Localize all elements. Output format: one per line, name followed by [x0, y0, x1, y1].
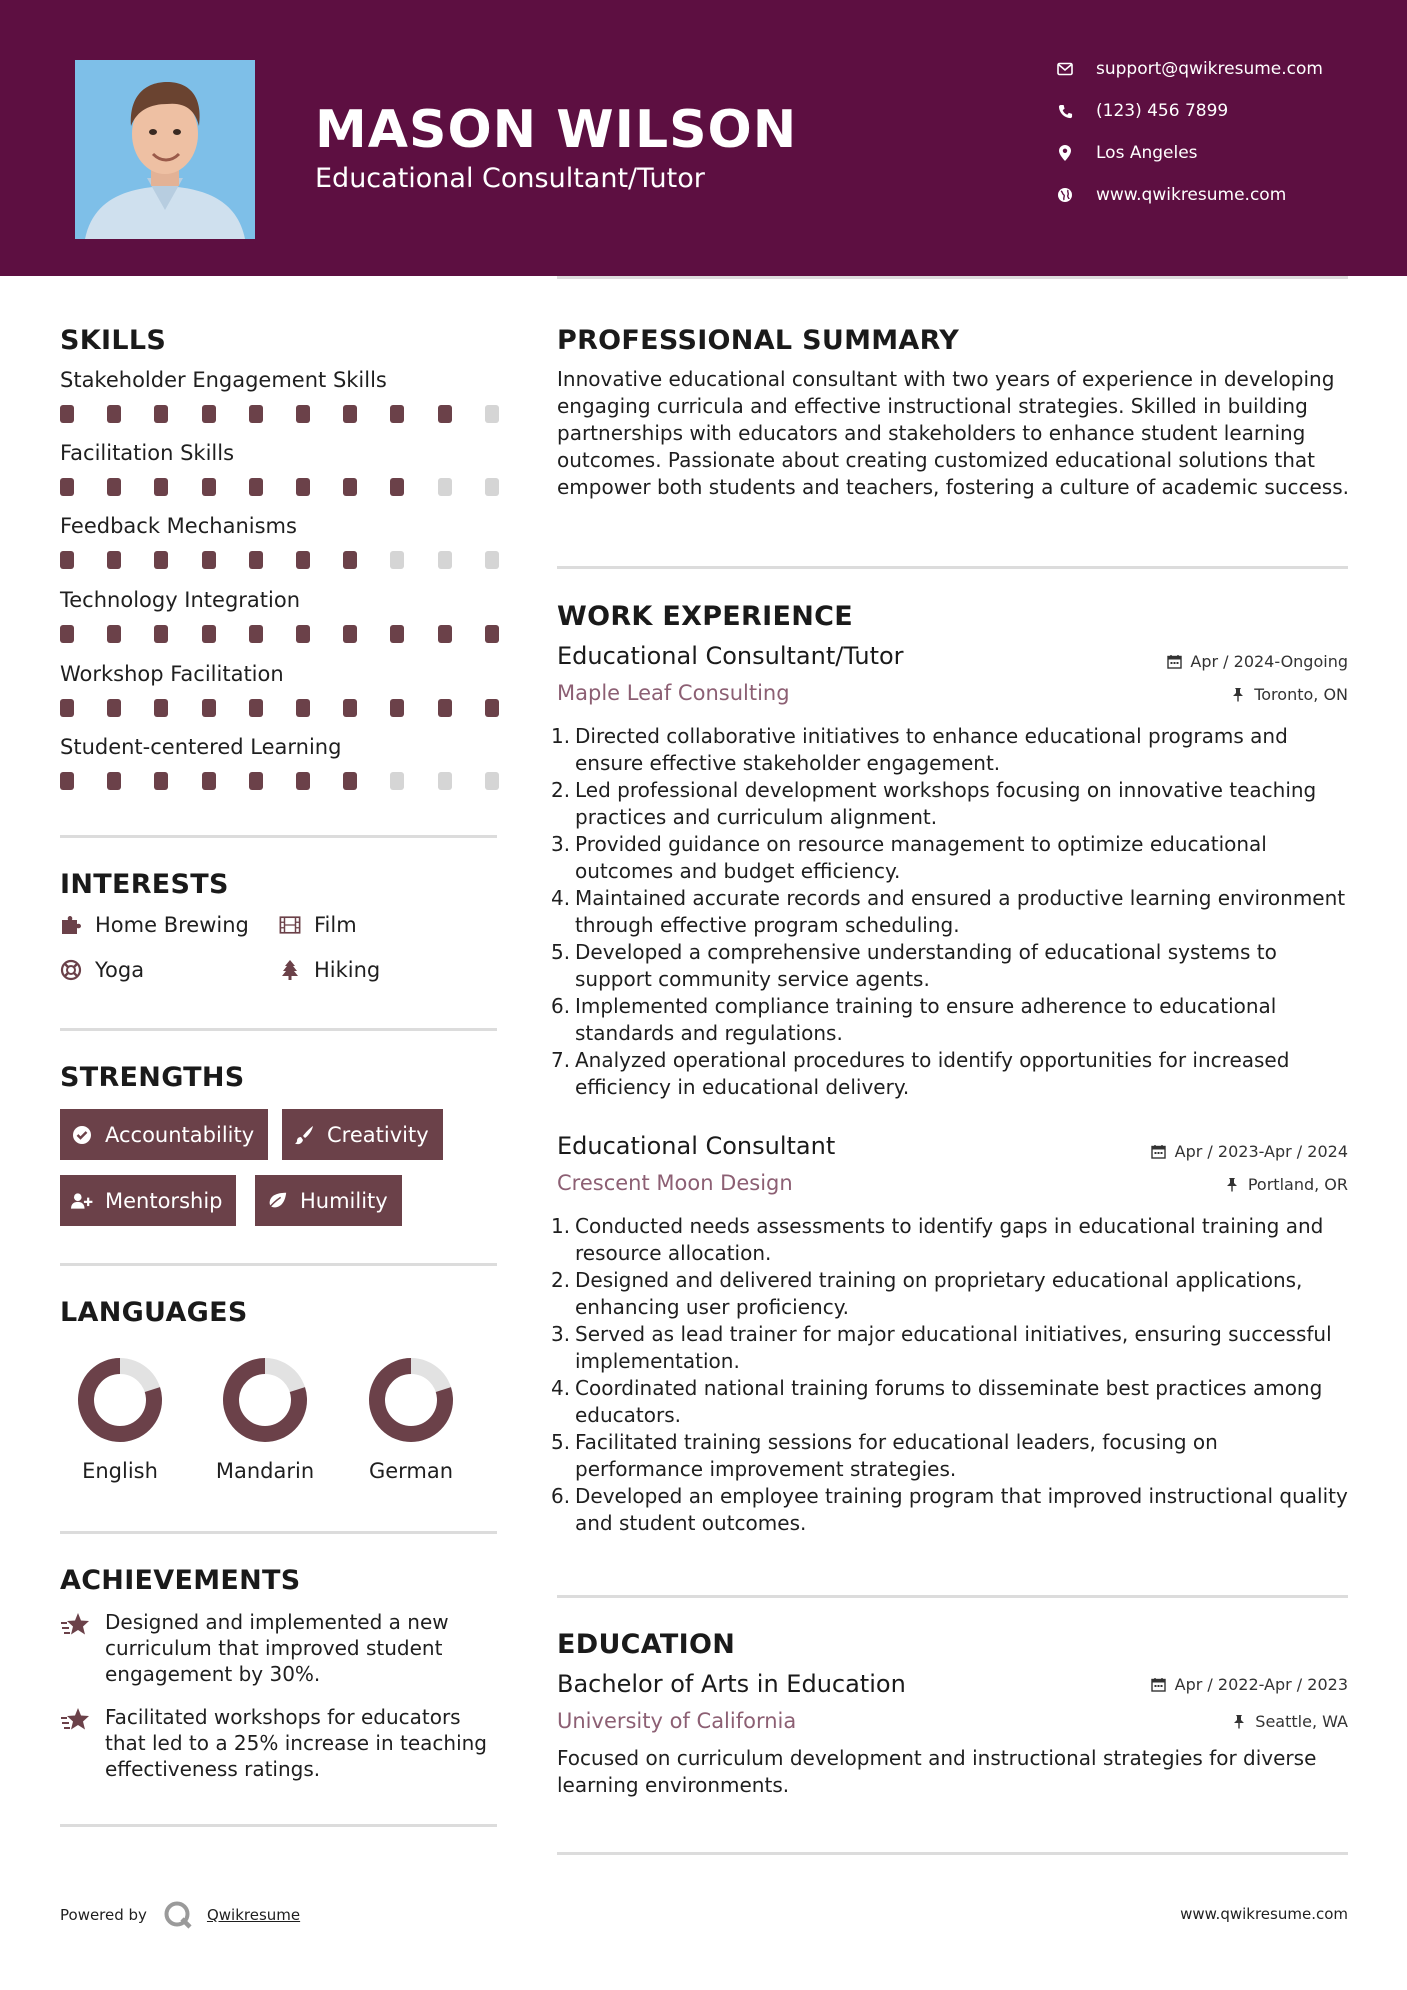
achievements-heading: ACHIEVEMENTS — [60, 1565, 301, 1596]
education-location — [1231, 1712, 1348, 1731]
contact-website-text: www.qwikresume.com — [1096, 185, 1287, 205]
degree-title: Bachelor of Arts in Education — [557, 1670, 906, 1698]
skill-name: Student-centered Learning — [60, 735, 342, 759]
interest-item — [60, 910, 249, 940]
skill-rating — [60, 772, 500, 790]
calendar-icon — [1166, 654, 1182, 670]
language-ring — [75, 1355, 165, 1445]
skill-dot-filled — [390, 405, 404, 423]
strength-label: Humility — [300, 1188, 388, 1213]
strength-label: Mentorship — [105, 1188, 223, 1213]
leaf-icon — [266, 1190, 288, 1212]
candidate-name: MASON WILSON — [315, 100, 798, 160]
skill-dot-filled — [154, 405, 168, 423]
header-divider — [557, 276, 1348, 279]
star-icon — [60, 1611, 92, 1639]
puzzle-icon — [60, 914, 82, 936]
section-divider — [557, 1595, 1348, 1598]
skill-dot-empty — [485, 772, 499, 790]
job-location-text: Portland, OR — [1247, 1175, 1348, 1194]
achievement-text: Facilitated workshops for educators that led to a 25% increase in teaching effectiveness ratings. — [105, 1705, 487, 1781]
calendar-icon — [1151, 1677, 1167, 1693]
footer-website[interactable]: www.qwikresume.com — [1180, 1905, 1348, 1923]
contact-location-text: Los Angeles — [1096, 143, 1198, 163]
skill-dot-filled — [202, 625, 216, 643]
skill-dot-filled — [438, 625, 452, 643]
section-divider — [557, 566, 1348, 569]
skill-dot-empty — [390, 551, 404, 569]
skill-dot-filled — [485, 625, 499, 643]
interest-item — [279, 955, 380, 985]
skill-dot-filled — [390, 625, 404, 643]
job-bullets — [551, 1213, 1352, 1537]
interest-item — [279, 910, 357, 940]
phone-icon — [1056, 102, 1074, 120]
skill-dot-filled — [296, 478, 310, 496]
job-bullet: 2. Designed and delivered training on proprietary educational applications, enhancing user proficiency. — [551, 1268, 1303, 1319]
skill-rating — [60, 699, 500, 717]
skill-dot-filled — [60, 478, 74, 496]
section-divider — [60, 835, 497, 838]
job-bullet: 7. Analyzed operational procedures to identify opportunities for increased efficiency in educational delivery. — [551, 1048, 1290, 1099]
contact-location — [1056, 138, 1386, 168]
strength-chip — [255, 1175, 402, 1226]
skill-dot-filled — [390, 478, 404, 496]
skill-dot-filled — [296, 405, 310, 423]
skill-dot-filled — [343, 772, 357, 790]
interest-label: Home Brewing — [95, 913, 249, 937]
powered-by-text: Powered by — [60, 1906, 147, 1924]
skill-dot-filled — [60, 405, 74, 423]
skill-dot-filled — [343, 699, 357, 717]
job-location-text: Toronto, ON — [1254, 685, 1348, 704]
skill-dot-filled — [202, 699, 216, 717]
section-divider — [60, 1028, 497, 1031]
job-bullet: 3. Provided guidance on resource management to optimize educational outcomes and budget efficiency. — [551, 832, 1267, 883]
skill-dot-empty — [485, 478, 499, 496]
language-item — [55, 1355, 185, 1483]
check-circle-icon — [71, 1124, 93, 1146]
job-bullets — [551, 723, 1352, 1101]
language-ring — [366, 1355, 456, 1445]
film-icon — [279, 914, 301, 936]
skill-rating — [60, 625, 500, 643]
skill-dot-empty — [438, 551, 452, 569]
language-item — [346, 1355, 476, 1483]
job-bullet: 3. Served as lead trainer for major educational initiatives, ensuring successful implementation. — [551, 1322, 1332, 1373]
job-bullet: 1. Conducted needs assessments to identify gaps in educational training and resource allocation. — [551, 1214, 1324, 1265]
skill-name: Stakeholder Engagement Skills — [60, 368, 387, 392]
star-icon — [60, 1706, 92, 1734]
skill-name: Facilitation Skills — [60, 441, 235, 465]
thumbtack-icon — [1231, 1714, 1247, 1730]
section-divider — [60, 1531, 497, 1534]
strength-label: Creativity — [327, 1122, 429, 1147]
achievement-text: Designed and implemented a new curriculum that improved student engagement by 30%. — [105, 1610, 449, 1686]
education-heading: EDUCATION — [557, 1629, 736, 1660]
skill-dot-filled — [107, 405, 121, 423]
skill-rating — [60, 405, 500, 423]
interest-label: Hiking — [314, 958, 381, 982]
job-bullet: 4. Coordinated national training forums to disseminate best practices among educators. — [551, 1376, 1323, 1427]
job-bullet: 1. Directed collaborative initiatives to enhance educational programs and ensure effective stakeholder engagement. — [551, 724, 1288, 775]
map-marker-icon — [1056, 144, 1074, 162]
thumbtack-icon — [1224, 1177, 1240, 1193]
interest-item — [60, 955, 144, 985]
job-bullet: 4. Maintained accurate records and ensured a productive learning environment through effective program scheduling. — [551, 886, 1346, 937]
skill-dot-filled — [60, 699, 74, 717]
job-title: Educational Consultant — [557, 1132, 836, 1160]
skill-dot-filled — [438, 699, 452, 717]
contact-phone-text: (123) 456 7899 — [1096, 101, 1229, 121]
skill-dot-filled — [343, 551, 357, 569]
section-divider — [60, 1263, 497, 1266]
strengths-heading: STRENGTHS — [60, 1062, 245, 1093]
skill-dot-empty — [485, 551, 499, 569]
skill-dot-filled — [249, 699, 263, 717]
skill-dot-filled — [154, 699, 168, 717]
skill-dot-filled — [107, 478, 121, 496]
job-title: Educational Consultant/Tutor — [557, 642, 904, 670]
skill-name: Technology Integration — [60, 588, 301, 612]
education-description: Focused on curriculum development and instructional strategies for diverse learning environments. — [557, 1746, 1317, 1797]
job-company: Maple Leaf Consulting — [557, 681, 790, 705]
skill-dot-filled — [154, 625, 168, 643]
contact-phone[interactable] — [1056, 96, 1386, 126]
summary-text: Innovative educational consultant with two years of experience in developing engaging curricula and effective instructional strategies. Skilled in building partnerships with educators and stakeholders to enhance student learning outcomes. Passionate about creating customized educational solutions that empower both students and teachers, fostering a culture of academic success. — [557, 367, 1350, 499]
qwikresume-link[interactable]: Qwikresume — [206, 1906, 301, 1924]
skill-dot-filled — [296, 699, 310, 717]
job-dates-text: Apr / 2023-Apr / 2024 — [1174, 1142, 1348, 1161]
skill-dot-filled — [343, 625, 357, 643]
skill-dot-filled — [60, 772, 74, 790]
envelope-icon — [1056, 60, 1074, 78]
job-location — [1224, 1175, 1348, 1194]
skill-dot-filled — [390, 699, 404, 717]
globe-icon — [1056, 186, 1074, 204]
life-ring-icon — [60, 959, 82, 981]
contact-email[interactable] — [1056, 54, 1386, 84]
language-ring — [220, 1355, 310, 1445]
skill-name: Feedback Mechanisms — [60, 514, 297, 538]
job-bullet: 6. Developed an employee training program that improved instructional quality and student outcomes. — [551, 1484, 1348, 1535]
thumbtack-icon — [1230, 687, 1246, 703]
skill-dot-empty — [438, 478, 452, 496]
skill-dot-filled — [202, 478, 216, 496]
interests-heading: INTERESTS — [60, 869, 229, 900]
strength-chip — [60, 1109, 268, 1160]
interest-label: Film — [314, 913, 357, 937]
skill-dot-filled — [154, 772, 168, 790]
contact-website[interactable] — [1056, 180, 1386, 210]
job-bullet: 2. Led professional development workshops focusing on innovative teaching practices and curriculum alignment. — [551, 778, 1317, 829]
job-dates — [1151, 1142, 1348, 1161]
skill-dot-filled — [249, 625, 263, 643]
achievement-item — [60, 1609, 500, 1699]
skill-dot-filled — [438, 405, 452, 423]
languages-heading: LANGUAGES — [60, 1297, 248, 1328]
tree-icon — [279, 959, 301, 981]
skill-dot-filled — [296, 772, 310, 790]
skill-dot-filled — [107, 551, 121, 569]
language-item — [200, 1355, 330, 1483]
profile-photo — [75, 60, 255, 239]
skill-dot-filled — [154, 551, 168, 569]
skill-dot-filled — [296, 625, 310, 643]
section-divider — [557, 1852, 1348, 1855]
section-divider — [60, 1824, 497, 1827]
user-plus-icon — [71, 1190, 93, 1212]
education-dates — [1151, 1675, 1348, 1694]
contact-email-text: support@qwikresume.com — [1096, 59, 1323, 79]
skill-dot-filled — [154, 478, 168, 496]
skill-name: Workshop Facilitation — [60, 662, 284, 686]
skill-dot-empty — [390, 772, 404, 790]
strength-chip — [60, 1175, 236, 1226]
school-name: University of California — [557, 1709, 797, 1733]
skill-dot-empty — [438, 772, 452, 790]
skill-dot-filled — [107, 699, 121, 717]
skill-dot-filled — [249, 478, 263, 496]
job-bullet: 5. Facilitated training sessions for educational leaders, focusing on performance improvement strategies. — [551, 1430, 1218, 1481]
experience-heading: WORK EXPERIENCE — [557, 601, 853, 632]
skill-dot-filled — [249, 405, 263, 423]
education-dates-text: Apr / 2022-Apr / 2023 — [1174, 1675, 1348, 1694]
skill-rating — [60, 551, 500, 569]
skill-dot-filled — [343, 478, 357, 496]
skill-dot-filled — [249, 551, 263, 569]
skill-dot-filled — [107, 625, 121, 643]
skill-dot-filled — [202, 405, 216, 423]
job-dates-text: Apr / 2024-Ongoing — [1190, 652, 1348, 671]
skill-dot-filled — [202, 772, 216, 790]
job-bullet: 5. Developed a comprehensive understanding of educational systems to support community service agents. — [551, 940, 1277, 991]
calendar-icon — [1151, 1144, 1167, 1160]
language-name: English — [82, 1459, 158, 1483]
skill-dot-empty — [485, 405, 499, 423]
powered-by — [60, 1900, 300, 1930]
skill-dot-filled — [60, 551, 74, 569]
job-company: Crescent Moon Design — [557, 1171, 793, 1195]
language-name: German — [368, 1459, 454, 1483]
paint-brush-icon — [293, 1124, 315, 1146]
skill-dot-filled — [107, 772, 121, 790]
skill-dot-filled — [485, 699, 499, 717]
strength-label: Accountability — [105, 1122, 255, 1147]
skills-heading: SKILLS — [60, 325, 167, 356]
skill-dot-filled — [296, 551, 310, 569]
resume-header — [0, 0, 1407, 276]
skill-rating — [60, 478, 500, 496]
strength-chip — [282, 1109, 443, 1160]
skill-dot-filled — [343, 405, 357, 423]
skill-dot-filled — [249, 772, 263, 790]
job-dates — [1166, 652, 1348, 671]
language-name: Mandarin — [215, 1459, 315, 1483]
qwikresume-logo-icon — [163, 1900, 193, 1930]
job-location — [1230, 685, 1348, 704]
achievement-item — [60, 1704, 500, 1794]
skill-dot-filled — [202, 551, 216, 569]
candidate-title: Educational Consultant/Tutor — [315, 163, 705, 194]
education-location-text: Seattle, WA — [1255, 1712, 1348, 1731]
interest-label: Yoga — [95, 958, 145, 982]
summary-heading: PROFESSIONAL SUMMARY — [557, 325, 960, 356]
skill-dot-filled — [60, 625, 74, 643]
job-bullet: 6. Implemented compliance training to ensure adherence to educational standards and regulations. — [551, 994, 1277, 1045]
